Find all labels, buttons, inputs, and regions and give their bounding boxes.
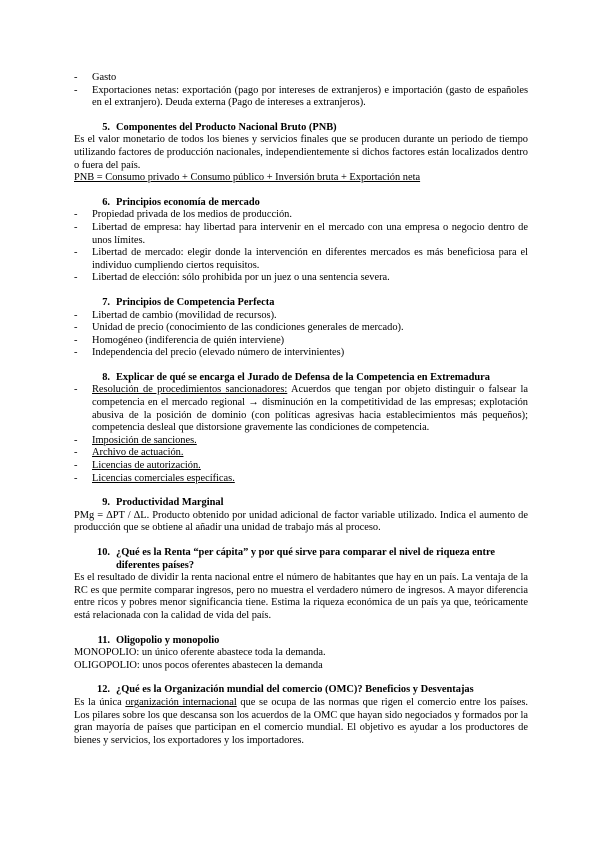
list-item: - Licencias comerciales específicas.	[74, 472, 235, 484]
section-12-body: Es la única organización internacional que se ocupa de las normas que rigen el comercio entre los países. Los pilares sobre los que descansa son los acuerdos de la OMC que hayan sido negociados y formados por la gran mayoría de países que participan en el comercio mundial. El objetivo es ayudar a los productores de bienes y servicios, los exportadores y los importadores.	[74, 696, 528, 746]
section-8-heading: 8. Explicar de qué se encarga el Jurado de Defensa de la Competencia en Extremadura	[102, 371, 490, 383]
section-10-heading: 10. ¿Qué es la Renta “per cápita” y por qué sirve para comparar el nivel de riqueza entre diferentes países?	[97, 547, 496, 571]
list-item: - Resolución de procedimientos sancionadores: Acuerdos que tengan por objeto distinguir o falsear la competencia en el mercado regional → disminución en la competitividad de las empresas; explotación abusiva de la posición de dominio (con políticas agresivas hacia establecimientos más pequeños); competencia desleal que distorsione gravemente las condiciones de competencia.	[74, 384, 528, 434]
section-7-heading: 7. Principios de Competencia Perfecta	[102, 296, 275, 308]
list-item: - Libertad de cambio (movilidad de recursos).	[74, 309, 277, 321]
list-item: - Imposición de sanciones.	[74, 434, 197, 446]
section-10-body: Es el resultado de dividir la renta nacional entre el número de habitantes que hay en un país. La ventaja de la RC es que permite comparar ingresos, pero no muestra el verdadero número de ingresos. A mayor diferencia entre ricos y pobres menor significancia tiene. Estima la riqueza económica de un país ya que, teóricamente está relacionada con la calidad de vida del país.	[74, 572, 528, 621]
section-5-heading: 5. Componentes del Producto Nacional Bruto (PNB)	[102, 121, 337, 133]
pnb-formula: PNB = Consumo privado + Consumo público + Inversión bruta + Exportación neta	[74, 172, 421, 184]
section-9-heading: 9. Productividad Marginal	[102, 497, 224, 509]
list-item: - Homogéneo (indiferencia de quién interviene)	[74, 334, 285, 346]
list-item: - Libertad de mercado: elegir donde la intervención en diferentes mercados es más beneficiosa para el individuo cumpliendo ciertos requisitos.	[74, 247, 528, 271]
list-item: - Libertad de empresa: hay libertad para intervenir en el mercado con una empresa o negocio dentro de unos límites.	[74, 221, 528, 246]
section-5-body: Es el valor monetario de todos los bienes y servicios finales que se producen durante un periodo de tiempo utilizando factores de producción nacionales, independientemente si dichos factores están localizados dentro o fuera del país.	[74, 134, 528, 171]
list-item: - Exportaciones netas: exportación (pago por intereses de extranjeros) e importación (gasto de españoles en el extranjero). Deuda externa (Pago de intereses a extranjeros).	[74, 84, 528, 109]
list-item: - Unidad de precio (conocimiento de las condiciones generales de mercado).	[74, 322, 404, 334]
document-page	[74, 72, 528, 747]
monopolio-line: MONOPOLIO: un único oferente abastece toda la demanda.	[74, 647, 326, 659]
omc-link[interactable]: organización internacional	[125, 696, 237, 708]
oligopolio-line: OLIGOPOLIO: unos pocos oferentes abastecen la demanda	[74, 659, 323, 671]
section-6-heading: 6. Principios economía de mercado	[102, 196, 260, 208]
list-item: - Gasto	[74, 72, 117, 83]
list-item: - Licencias de autorización.	[74, 460, 201, 472]
list-item: - Archivo de actuación.	[74, 447, 184, 459]
section-11-heading: 11. Oligopolio y monopolio	[97, 634, 220, 646]
list-item: - Propiedad privada de los medios de producción.	[74, 209, 292, 221]
list-item: - Libertad de elección: sólo prohibida por un juez o una sentencia severa.	[74, 272, 390, 284]
list-item: - Independencia del precio (elevado número de intervinientes)	[74, 347, 345, 359]
section-12-heading: 12. ¿Qué es la Organización mundial del comercio (OMC)? Beneficios y Desventajas	[97, 684, 474, 696]
section-9-body: PMg = ΔPT / ΔL. Producto obtenido por unidad adicional de factor variable utilizado. Indica el aumento de producción que se obtiene al añadir una unidad de trabajo más al proceso.	[74, 509, 528, 534]
